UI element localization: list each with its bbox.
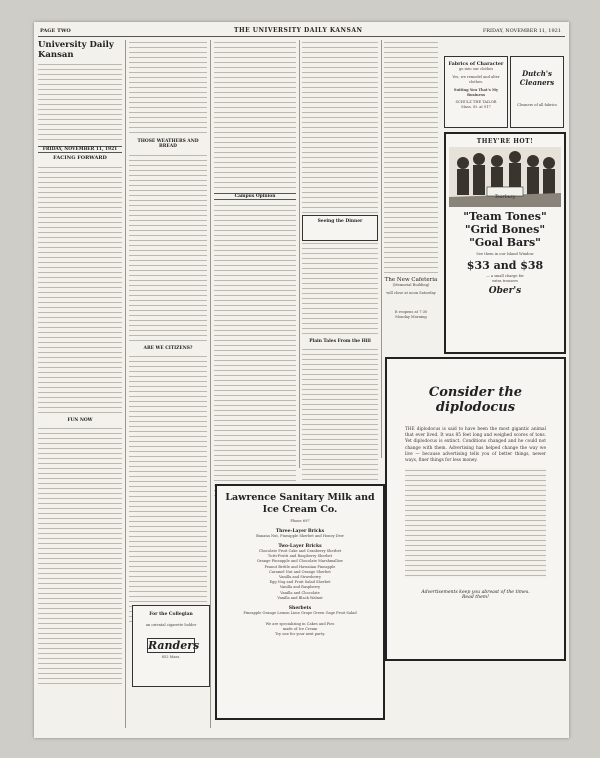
article-continued <box>129 40 207 136</box>
ad-obers-tag3: "Goal Bars" <box>469 236 541 249</box>
newspaper-page <box>34 22 569 738</box>
ad-obers-store: Ober's <box>488 286 522 296</box>
column-rule <box>381 40 382 458</box>
ad-milk-title: Lawrence Sanitary Milk and Ice Cream Co. <box>225 492 375 515</box>
ad-fabrics-line: Yes, we remodel and alter clothes. <box>452 75 500 84</box>
ad-cafeteria <box>384 237 438 335</box>
ad-obers-tag2: "Grid Bones" <box>464 223 546 236</box>
ad-fabrics-title: Fabrics of Character <box>448 61 504 67</box>
column-4 <box>302 40 378 500</box>
column-3 <box>214 40 296 500</box>
article-facing-forward <box>38 165 122 415</box>
ad-milk-footer3: Try one for your next party. <box>274 632 326 637</box>
ad-milk-section2: Two-Layer Bricks <box>278 544 322 549</box>
ad-obers-window: See them in our Island Window <box>476 252 534 256</box>
ad-diplodocus-tagline: Advertisements keep you abreast of the times. <box>421 590 530 596</box>
ad-collegian-address: 852 Mass. <box>161 655 181 659</box>
header-rule <box>38 36 565 37</box>
masthead-dateline: FRIDAY, NOVEMBER 11, 1921 <box>38 146 122 153</box>
masthead-title: University Daily Kansan <box>38 40 114 60</box>
ad-fabrics-sub: go into our clothes <box>458 67 494 71</box>
ad-collegian <box>132 605 210 687</box>
headline-campus-opinion: Campus Opinion <box>214 193 296 200</box>
milk-item: Vanilla and Raspberry <box>279 585 321 590</box>
headline-from-the-hill: Plain Tales From the Hill <box>309 339 371 344</box>
ad-diplodocus-body-more <box>405 468 546 578</box>
ad-obers-tag1: "Team Tones" <box>463 210 547 223</box>
ad-cafeteria-day: Monday Morning <box>395 315 427 319</box>
milk-item: Tutti-Frutti and Raspberry Sherbet <box>267 554 333 559</box>
ad-diplodocus-body: THE diplodocus is said to have been the most gigantic animal that ever lived. It was 85 feet long and weighed scores of tons. Yet diplodocus is extinct. Conditions changed and he could not change with them. Advertising has helped change the way we live — because advertising tells you of better things, newer ways, finer things for less money. <box>405 427 546 464</box>
ad-milk-footer1: We are specializing in Cakes and Pies <box>265 622 335 627</box>
milk-item: Orange Pineapple and Chocolate Marshmallow <box>257 559 343 564</box>
ad-fabrics-tailor: Suiting You That's My Business <box>453 88 499 97</box>
ad-cafeteria-hours: It reopens at 7:30 <box>394 310 428 314</box>
ad-collegian-line2: an oriental cigarette holder <box>145 623 197 627</box>
ad-fabrics-name: SCHULZ THE TAILOR <box>455 100 497 104</box>
ad-fabrics-address: Mass. St. at 917 <box>461 105 491 109</box>
ad-obers-note1: — a small charge for <box>486 274 524 278</box>
ad-lawrence-milk <box>215 484 385 720</box>
ad-diplodocus-tagline2: Read them! <box>461 595 490 601</box>
box-seeing-dinner <box>302 215 378 241</box>
milk-item: Peanut Brittle and Hawaiian Pineapple <box>264 564 336 569</box>
ad-milk-items1: Banana Nut, Pineapple Sherbet and Honey Dew <box>256 534 344 538</box>
ad-cafeteria-title: The New Cafeteria <box>384 277 438 283</box>
column-rule <box>125 40 126 728</box>
ad-cleaners <box>510 56 564 128</box>
header-date: FRIDAY, NOVEMBER 11, 1921 <box>482 28 561 34</box>
ad-cleaners-name: Dutch's Cleaners <box>519 69 555 87</box>
ad-cleaners-line: Cleaners of all fabrics <box>516 103 558 107</box>
milk-item: Caramel Nut and Orange Sherbet <box>269 569 331 574</box>
ad-milk-footer2: made of Ice Cream <box>282 627 318 632</box>
ad-collegian-brand: Randers <box>148 639 200 652</box>
article-col3 <box>214 40 296 190</box>
ad-obers-headline: THEY'RE HOT! <box>476 138 534 145</box>
ad-obers-prices: $33 and $38 <box>466 259 544 272</box>
milk-item: Egg Nog and Fruit Salad Sherbet <box>269 580 331 585</box>
article-seeing-dinner <box>302 241 378 336</box>
ad-cafeteria-line: will close at noon Saturday <box>386 291 436 295</box>
milk-item: Chocolate Fruit Cake and Cranberry Sherbet <box>258 549 342 553</box>
ad-milk-items2 <box>217 549 383 601</box>
paper-name: THE UNIVERSITY DAILY KANSAN <box>234 27 363 34</box>
article-fun-now <box>38 426 122 686</box>
article-are-we-citizens <box>129 354 207 624</box>
article-campus-opinion <box>214 203 296 498</box>
page-header <box>34 26 569 36</box>
ad-milk-sherbets: Pineapple Orange Lemon Lime Grape Green Gage Fruit Salad <box>243 611 357 616</box>
column-rule <box>210 40 211 728</box>
ad-milk-section1: Three-Layer Bricks <box>275 529 325 534</box>
staff-listing <box>38 62 122 142</box>
milk-item: Vanilla and Black Walnut <box>277 595 323 600</box>
ad-cafeteria-sub: (Memorial Building) <box>392 283 430 287</box>
ad-obers-note2: extra trousers <box>492 279 518 283</box>
ad-collegian-line1: For the Collegian <box>149 612 193 617</box>
column-1 <box>38 40 122 730</box>
ad-diplodocus <box>385 357 566 661</box>
milk-item: Vanilla and Chocolate <box>280 590 320 595</box>
headline-those-weathers: THOSE WEATHERS AND BREAD <box>137 139 199 150</box>
ad-fabrics <box>444 56 508 128</box>
ad-obers <box>444 132 566 354</box>
ad-diplodocus-title: Consider the diplodocus <box>428 385 523 415</box>
ad-obers-brand: Tearbury <box>494 195 516 200</box>
headline-are-we-citizens: ARE WE CITIZENS? <box>143 345 193 351</box>
article-col4 <box>302 40 378 215</box>
ad-milk-section3: Sherbets <box>288 606 312 612</box>
headline-seeing-dinner: Seeing the Dinner <box>317 219 363 224</box>
column-rule <box>299 40 300 468</box>
headline-fun-now: FUN NOW <box>67 417 93 423</box>
ad-milk-phone: Phone 697 <box>290 519 310 523</box>
article-those-weathers <box>129 153 207 343</box>
article-from-the-hill <box>302 347 378 497</box>
headline-facing-forward: FACING FORWARD <box>53 155 107 162</box>
page-label: PAGE TWO <box>40 28 71 34</box>
milk-item: Vanilla and Strawberry <box>278 575 322 580</box>
